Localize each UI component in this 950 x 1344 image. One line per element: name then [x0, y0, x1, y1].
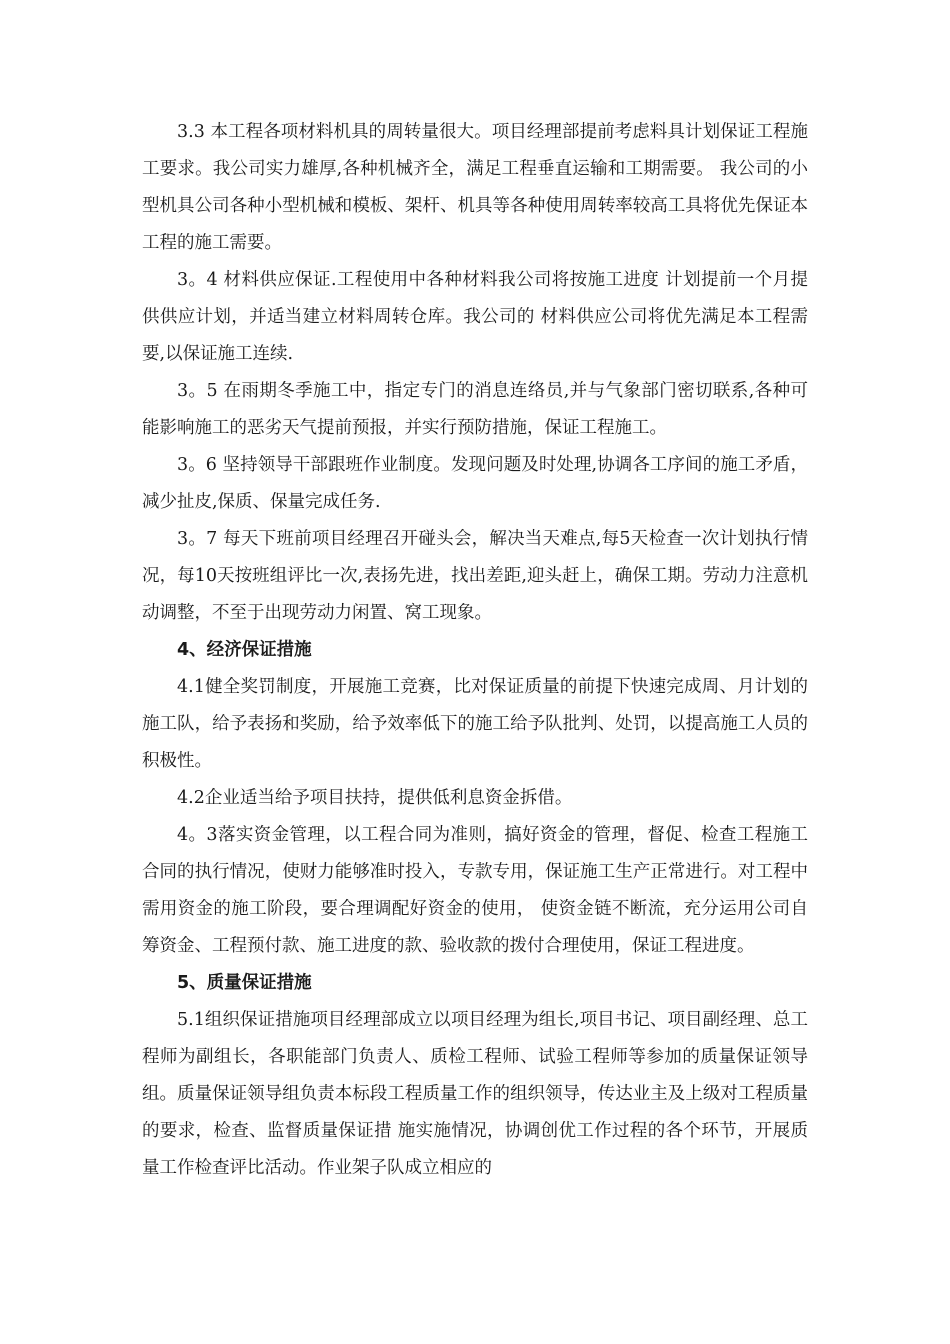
paragraph-3-7: 3。7 每天下班前项目经理召开碰头会，解决当天难点,每5天检查一次计划执行情况，每10天按班组评比一次,表扬先进，找出差距,迎头赶上，确保工期。劳动力注意机动调整，不至于出现劳动力闲置、窝工现象。: [142, 529, 808, 623]
paragraph-4-3: 4。3落实资金管理，以工程合同为准则，搞好资金的管理，督促、检查工程施工合同的执行情况，使财力能够准时投入，专款专用，保证施工生产正常进行。对工程中需用资金的施工阶段，要合理调配好资金的使用， 使资金链不断流，充分运用公司自筹资金、工程预付款、施工进度的款、验收款的拨付合理使用，保证工程进度。: [142, 825, 808, 956]
paragraph-4-1: 4.1健全奖罚制度，开展施工竞赛，比对保证质量的前提下快速完成周、月计划的施工队，给予表扬和奖励，给予效率低下的施工给予队批判、处罚，以提高施工人员的积极性。: [142, 677, 808, 771]
document-body: [142, 114, 808, 1187]
paragraph-5-1: 5.1组织保证措施项目经理部成立以项目经理为组长,项目书记、项目副经理、总工程师为副组长，各职能部门负责人、质检工程师、试验工程师等参加的质量保证领导组。质量保证领导组负责本标段工程质量工作的组织领导，传达业主及上级对工程质量的要求，检查、监督质量保证措 施实施情况，协调创优工作过程的各个环节，开展质量工作检查评比活动。作业架子队成立相应的: [142, 1010, 808, 1178]
paragraph-3-3: 3.3 本工程各项材料机具的周转量很大。项目经理部提前考虑料具计划保证工程施工要求。我公司实力雄厚,各种机械齐全，满足工程垂直运输和工期需要。 我公司的小型机具公司各种小型机械和模板、架杆、机具等各种使用周转率较高工具将优先保证本工程的施工需要。: [142, 122, 808, 253]
paragraph-3-4: 3。4 材料供应保证.工程使用中各种材料我公司将按施工进度 计划提前一个月提供供应计划，并适当建立材料周转仓库。我公司的 材料供应公司将优先满足本工程需要,以保证施工连续.: [142, 270, 808, 364]
section-heading-quality-measures: 5、质量保证措施: [177, 973, 312, 993]
paragraph-3-6: 3。6 坚持领导干部跟班作业制度。发现问题及时处理,协调各工序间的施工矛盾，减少扯皮,保质、保量完成任务.: [142, 455, 808, 512]
paragraph-3-5: 3。5 在雨期冬季施工中，指定专门的消息连络员,并与气象部门密切联系,各种可能影响施工的恶劣天气提前预报，并实行预防措施，保证工程施工。: [142, 381, 808, 438]
paragraph-4-2: 4.2企业适当给予项目扶持，提供低利息资金拆借。: [177, 788, 573, 808]
section-heading-economic-measures: 4、经济保证措施: [177, 640, 312, 660]
